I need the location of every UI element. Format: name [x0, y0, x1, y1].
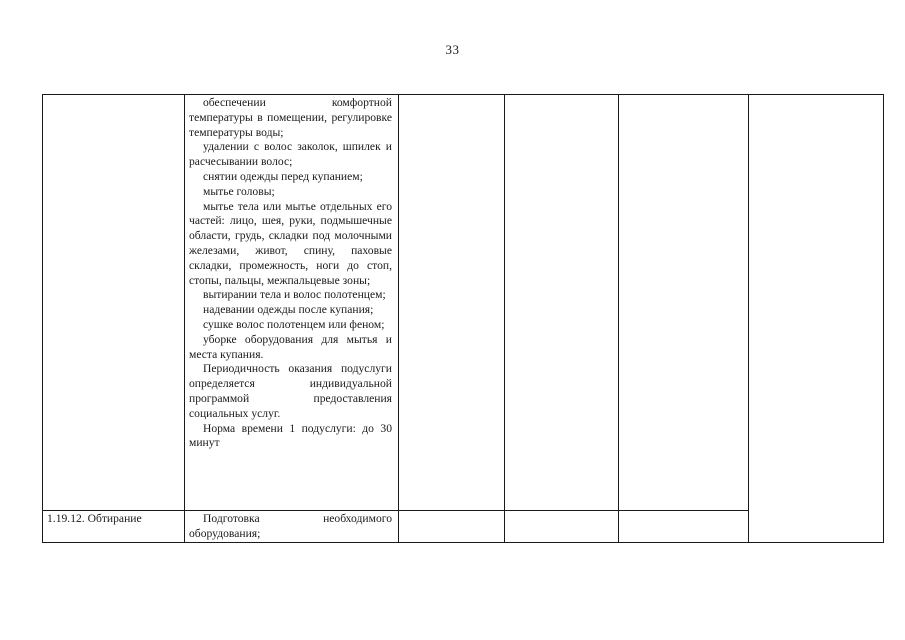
service-code: 1.19.12. Обтирание — [47, 512, 142, 525]
description-paragraph: мытье тела или мытье отдельных его частей: лицо, шея, руки, подмышечные области, грудь, складки под молочными железами, живот, спину, паховые складки, промежность, ноги до стоп, стопы, пальцы, межпальцевые зоны; — [189, 199, 392, 287]
description-paragraph: вытирании тела и волос полотенцем; — [203, 288, 386, 302]
description-paragraph: надевании одежды после купания; — [203, 303, 374, 317]
empty-cell — [619, 511, 749, 543]
description-paragraph: обеспечении комфортной температуры в помещении, регулировке температуры воды; — [189, 96, 392, 139]
description-paragraph: снятии одежды перед купанием; — [203, 169, 363, 183]
description-paragraph: Подготовка необходимого оборудования; — [189, 512, 392, 540]
empty-cell — [399, 511, 505, 543]
service-description-cell — [185, 511, 399, 543]
service-code-cell — [43, 511, 185, 543]
page-number: 33 — [445, 42, 460, 57]
description-paragraph: сушке волос полотенцем или феном; — [203, 317, 385, 331]
empty-cell — [749, 95, 884, 543]
service-code — [43, 95, 184, 96]
services-table — [42, 94, 884, 543]
empty-cell — [505, 95, 619, 511]
empty-cell — [399, 95, 505, 511]
service-code-cell — [43, 95, 185, 511]
empty-cell — [619, 95, 749, 511]
description-paragraph: Периодичность оказания подуслуги определяется индивидуальной программой предоставления социальных услуг. — [189, 362, 392, 420]
empty-cell — [505, 511, 619, 543]
table-row — [43, 95, 884, 511]
service-description-cell — [185, 95, 399, 511]
description-paragraph: уборке оборудования для мытья и места купания. — [189, 332, 392, 361]
description-paragraph: мытье головы; — [203, 184, 275, 198]
description-paragraph: Норма времени 1 подуслуги: до 30 минут — [189, 421, 392, 450]
description-paragraph: удалении с волос заколок, шпилек и расчесывании волос; — [189, 140, 392, 169]
